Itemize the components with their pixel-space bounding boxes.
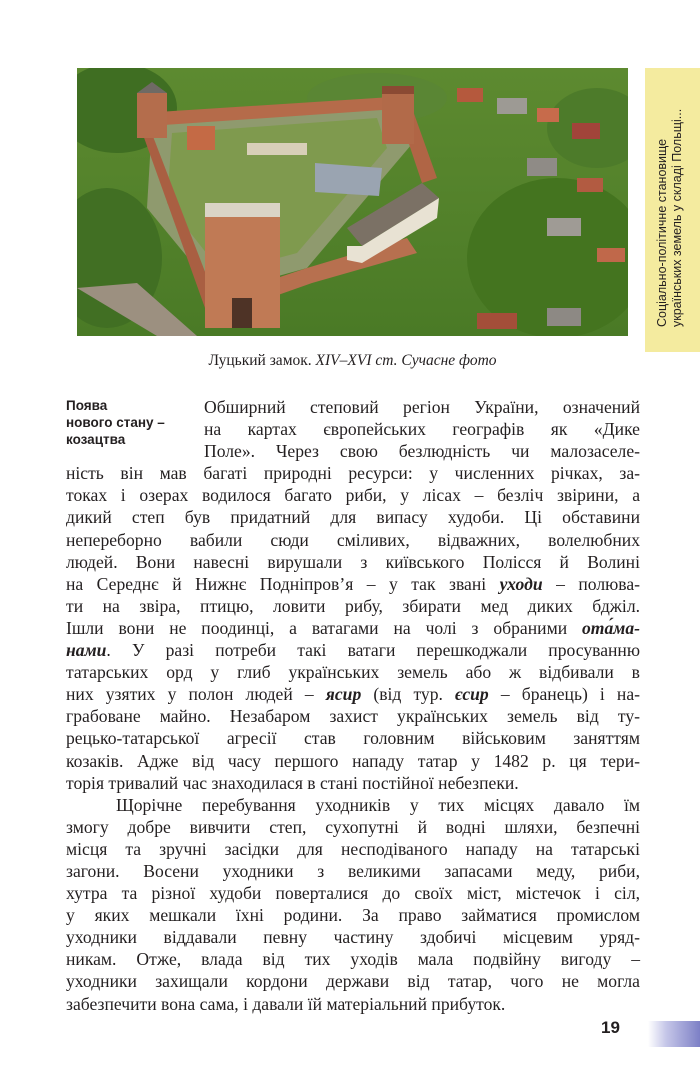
text-line: місця та зручні засідки для несподіваного нападу на татарські [66, 838, 640, 859]
term-yesyr: єсир [455, 684, 489, 705]
text-fragment: них узятих у полон людей – [66, 684, 326, 705]
text-line: дикий степ був придатний для випасу худоби. Ці обставини [66, 507, 640, 528]
margin-heading-line-2: нового стану – [66, 415, 165, 430]
castle-image [77, 68, 628, 336]
text-line: никам. Отже, влада від тих уходів мала подвійну вигоду – [66, 949, 640, 970]
text-line [66, 683, 640, 705]
text-line: рецько-татарської агресії став головним військовим заняттям [66, 728, 640, 749]
text-line: ність він мав багаті природні ресурси: у численних річках, за- [66, 463, 640, 484]
text-line: уходники захищали кордони держави від татар, чого не могла [66, 971, 640, 992]
section-side-tab-label [655, 57, 685, 327]
caption-italic-text: XIV–XVI ст. Сучасне фото [315, 352, 497, 369]
text-line: уходники віддавали певну частину здобичі місцевим уряд- [66, 927, 640, 948]
text-line: Обширний степовий регіон України, означений [204, 397, 640, 417]
text-fragment: на Середнє й Нижнє Подніпров’я – у так звані [66, 573, 500, 594]
text-line: непереборно вабили сюди сміливих, відважних, волелюбних [66, 529, 640, 550]
text-line: Поле». Через свою безлюдність чи малозаселе- [204, 441, 640, 462]
text-line: торія тривалий час знаходилася в стані постійної небезпеки. [66, 772, 519, 793]
term-uhody: уходи [499, 573, 543, 594]
side-tab-line-2: українських земель у складі Польщі... [670, 108, 684, 327]
side-tab-line-1: Соціально-політичне становище [655, 138, 669, 327]
text-line: забезпечити вона сама, і давали їй матеріальний прибуток. [66, 993, 506, 1014]
text-line: грабоване майно. Незабаром захист українських земель від ту- [66, 706, 640, 727]
term-otamany: ота́ма- [582, 617, 640, 638]
text-line [66, 639, 640, 661]
term-otamany-end: нами [66, 640, 107, 661]
text-line: Щорічне перебування уходників у тих місцях давало їм [116, 794, 640, 815]
text-fragment: (від тур. [361, 684, 456, 705]
text-line: на картах європейських географів як «Дике [204, 419, 640, 440]
text-line: загони. Восени уходники з великими запасами меду, риби, [66, 860, 640, 881]
text-fragment: . У разі потреби такі ватаги перешкоджали просуванню [106, 640, 640, 661]
text-line: людей. Вони навесні вирушали з київського Полісся й Волині [66, 551, 640, 572]
margin-heading-line-1: Поява [66, 398, 108, 413]
text-line [66, 617, 640, 639]
body-text [66, 396, 640, 1015]
term-yasyr: ясир [325, 684, 362, 705]
text-line: змогу добре вивчити степ, сухопутні й водні шляхи, безпечні [66, 816, 640, 837]
text-line: у яких мешкали їхні родини. За право займатися промислом [66, 905, 640, 926]
paragraph-1 [66, 396, 640, 794]
text-line: козаків. Адже від часу першого нападу татар у 1482 р. ця тери- [66, 750, 640, 771]
text-line: токах і озерах водилося багато риби, у лісах – безліч звірини, а [66, 485, 640, 506]
page-number: 19 [601, 1018, 620, 1037]
text-fragment: – полюва- [542, 573, 640, 594]
margin-heading-line-3: козацтва [66, 432, 126, 447]
text-fragment: Ішли вони не поодинці, а ватагами на чолі з обраними [66, 617, 582, 638]
text-line: хутра та різної худоби поверталися до своїх міст, містечок і сіл, [66, 883, 640, 904]
photo-caption [77, 352, 628, 370]
text-line: татарських орд у глиб українських земель або ж відбивали в [66, 662, 640, 683]
text-line [66, 573, 640, 595]
caption-text: Луцький замок. [208, 352, 316, 369]
page-number-bar [648, 1021, 700, 1047]
text-line: ти на звіра, птицю, ловити рибу, збирати мед диких бджіл. [66, 595, 640, 616]
castle-photo [77, 68, 628, 336]
paragraph-2 [66, 794, 640, 1015]
text-fragment: – бранець) і на- [488, 684, 641, 705]
